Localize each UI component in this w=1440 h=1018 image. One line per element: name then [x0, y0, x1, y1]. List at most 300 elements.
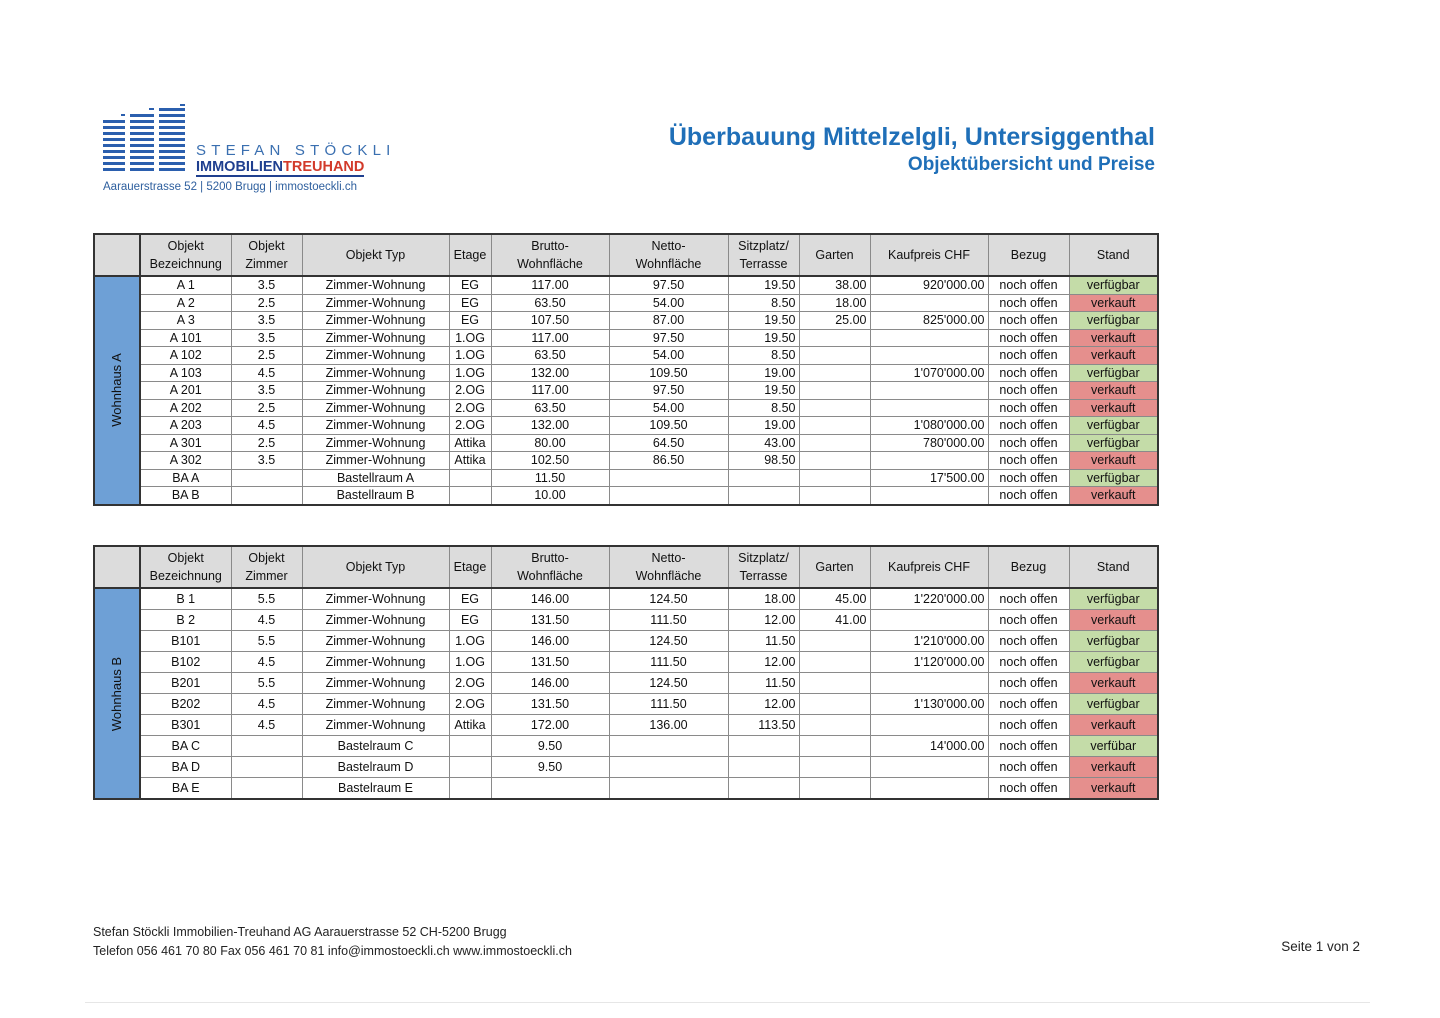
cell-zimmer: 4.5: [231, 715, 302, 736]
cell-typ: Zimmer-Wohnung: [302, 294, 449, 312]
header-sitzplatz: [728, 234, 799, 276]
cell-brutto: 131.50: [491, 610, 609, 631]
cell-kaufpreis: 14'000.00: [870, 736, 988, 757]
table-row: [94, 736, 1158, 757]
cell-bezeichnung: B102: [140, 652, 231, 673]
cell-garten: [799, 715, 870, 736]
cell-bezeichnung: B202: [140, 694, 231, 715]
cell-sitzplatz: 98.50: [728, 452, 799, 470]
cell-garten: [799, 652, 870, 673]
cell-typ: Zimmer-Wohnung: [302, 631, 449, 652]
cell-netto: 54.00: [609, 399, 728, 417]
header-bezug: Bezug: [988, 234, 1069, 276]
table-wohnhaus-a: [93, 233, 1159, 506]
cell-typ: Zimmer-Wohnung: [302, 312, 449, 330]
cell-stand: verfügbar: [1069, 417, 1158, 435]
table-row: [94, 469, 1158, 487]
cell-garten: [799, 329, 870, 347]
cell-typ: Zimmer-Wohnung: [302, 673, 449, 694]
cell-kaufpreis: 17'500.00: [870, 469, 988, 487]
cell-etage: Attika: [449, 434, 491, 452]
cell-netto: 124.50: [609, 588, 728, 610]
cell-garten: [799, 347, 870, 365]
cell-etage: 2.OG: [449, 399, 491, 417]
cell-bezeichnung: BA C: [140, 736, 231, 757]
cell-sitzplatz: 8.50: [728, 294, 799, 312]
cell-zimmer: [231, 757, 302, 778]
cell-netto: 111.50: [609, 610, 728, 631]
footer-address: Stefan Stöckli Immobilien-Treuhand AG Aarauerstrasse 52 CH-5200 Brugg: [93, 925, 507, 939]
table-row: [94, 364, 1158, 382]
cell-typ: Zimmer-Wohnung: [302, 588, 449, 610]
cell-bezug: noch offen: [988, 417, 1069, 435]
cell-netto: 97.50: [609, 276, 728, 294]
cell-stand: verkauft: [1069, 757, 1158, 778]
table-row: [94, 276, 1158, 294]
cell-zimmer: 3.5: [231, 382, 302, 400]
logo-firm-part1: IMMOBILIEN: [196, 159, 283, 175]
cell-bezug: noch offen: [988, 715, 1069, 736]
header-garten: Garten: [799, 234, 870, 276]
logo-address: Aarauerstrasse 52 | 5200 Brugg | immostoeckli.ch: [103, 181, 357, 193]
cell-netto: 54.00: [609, 294, 728, 312]
header-text: Wohnfläche: [635, 569, 702, 583]
logo-firm-part2: TREUHAND: [283, 159, 365, 175]
cell-typ: Zimmer-Wohnung: [302, 452, 449, 470]
cell-kaufpreis: 780'000.00: [870, 434, 988, 452]
cell-sitzplatz: 11.50: [728, 631, 799, 652]
cell-garten: [799, 452, 870, 470]
cell-bezeichnung: A 2: [140, 294, 231, 312]
cell-etage: [449, 778, 491, 800]
cell-typ: Zimmer-Wohnung: [302, 276, 449, 294]
cell-garten: [799, 694, 870, 715]
cell-zimmer: 5.5: [231, 588, 302, 610]
cell-bezeichnung: BA D: [140, 757, 231, 778]
cell-stand: verkauft: [1069, 715, 1158, 736]
cell-etage: [449, 757, 491, 778]
cell-bezeichnung: A 201: [140, 382, 231, 400]
cell-zimmer: [231, 487, 302, 505]
cell-stand: verfügbar: [1069, 588, 1158, 610]
cell-typ: Zimmer-Wohnung: [302, 434, 449, 452]
cell-sitzplatz: 19.50: [728, 382, 799, 400]
table-row: [94, 652, 1158, 673]
cell-stand: verfügbar: [1069, 276, 1158, 294]
cell-etage: EG: [449, 294, 491, 312]
cell-bezeichnung: A 302: [140, 452, 231, 470]
building-label: Wohnhaus A: [109, 353, 124, 427]
cell-brutto: 9.50: [491, 757, 609, 778]
header-text: Objekt: [248, 551, 285, 565]
cell-netto: 97.50: [609, 382, 728, 400]
cell-zimmer: 2.5: [231, 399, 302, 417]
cell-stand: verfügbar: [1069, 652, 1158, 673]
cell-netto: [609, 487, 728, 505]
cell-garten: 38.00: [799, 276, 870, 294]
cell-etage: 1.OG: [449, 652, 491, 673]
cell-kaufpreis: [870, 294, 988, 312]
header-text: Sitzplatz/: [738, 551, 789, 565]
cell-etage: 2.OG: [449, 673, 491, 694]
cell-kaufpreis: [870, 382, 988, 400]
table-row: [94, 417, 1158, 435]
cell-brutto: 146.00: [491, 588, 609, 610]
cell-stand: verfügbar: [1069, 469, 1158, 487]
building-label: Wohnhaus B: [109, 656, 124, 731]
cell-bezug: noch offen: [988, 434, 1069, 452]
header-etage: Etage: [449, 234, 491, 276]
table-row: [94, 434, 1158, 452]
document-title: Überbauung Mittelzelgli, Untersiggenthal: [668, 123, 1155, 151]
cell-netto: 111.50: [609, 694, 728, 715]
cell-sitzplatz: [728, 778, 799, 800]
table-body: [94, 276, 1158, 505]
cell-etage: Attika: [449, 715, 491, 736]
cell-stand: verfügbar: [1069, 631, 1158, 652]
cell-sitzplatz: 11.50: [728, 673, 799, 694]
table-row: [94, 778, 1158, 800]
cell-bezug: noch offen: [988, 694, 1069, 715]
cell-bezug: noch offen: [988, 312, 1069, 330]
cell-brutto: 63.50: [491, 399, 609, 417]
cell-sitzplatz: [728, 757, 799, 778]
cell-typ: Bastelraum E: [302, 778, 449, 800]
cell-stand: verkauft: [1069, 399, 1158, 417]
cell-netto: 64.50: [609, 434, 728, 452]
cell-bezeichnung: A 101: [140, 329, 231, 347]
cell-stand: verkauft: [1069, 329, 1158, 347]
header-netto: [609, 234, 728, 276]
header-zimmer: [231, 546, 302, 588]
header-text: Objekt: [248, 239, 285, 253]
document-subtitle: Objektübersicht und Preise: [907, 154, 1155, 175]
header-text: Sitzplatz/: [738, 239, 789, 253]
table-row: [94, 382, 1158, 400]
cell-brutto: 63.50: [491, 347, 609, 365]
header-text: Wohnfläche: [635, 257, 702, 271]
cell-etage: EG: [449, 276, 491, 294]
cell-typ: Zimmer-Wohnung: [302, 694, 449, 715]
cell-sitzplatz: 12.00: [728, 652, 799, 673]
cell-brutto: 172.00: [491, 715, 609, 736]
cell-sitzplatz: 19.50: [728, 312, 799, 330]
header-stand: Stand: [1069, 546, 1158, 588]
cell-kaufpreis: [870, 778, 988, 800]
cell-bezeichnung: A 202: [140, 399, 231, 417]
header-bezug: Bezug: [988, 546, 1069, 588]
table-row: [94, 610, 1158, 631]
cell-brutto: 146.00: [491, 673, 609, 694]
cell-zimmer: 4.5: [231, 652, 302, 673]
cell-bezug: noch offen: [988, 673, 1069, 694]
cell-stand: verfügbar: [1069, 434, 1158, 452]
header-text: Zimmer: [245, 569, 288, 583]
cell-garten: [799, 778, 870, 800]
cell-etage: [449, 469, 491, 487]
cell-garten: [799, 382, 870, 400]
cell-sitzplatz: 19.50: [728, 329, 799, 347]
header-kaufpreis: Kaufpreis CHF: [870, 546, 988, 588]
table-wohnhaus-b: [93, 545, 1159, 800]
header-text: Brutto-: [531, 239, 569, 253]
table-row: [94, 347, 1158, 365]
cell-etage: 2.OG: [449, 417, 491, 435]
cell-typ: Zimmer-Wohnung: [302, 364, 449, 382]
cell-sitzplatz: [728, 736, 799, 757]
cell-sitzplatz: [728, 469, 799, 487]
cell-bezeichnung: A 102: [140, 347, 231, 365]
table-row: [94, 452, 1158, 470]
cell-kaufpreis: [870, 673, 988, 694]
header-zimmer: [231, 234, 302, 276]
cell-netto: [609, 469, 728, 487]
cell-typ: Bastellraum A: [302, 469, 449, 487]
cell-garten: 45.00: [799, 588, 870, 610]
cell-bezeichnung: A 301: [140, 434, 231, 452]
cell-stand: verkauft: [1069, 673, 1158, 694]
header-brutto: [491, 546, 609, 588]
cell-etage: Attika: [449, 452, 491, 470]
header-text: Wohnfläche: [517, 569, 583, 583]
cell-zimmer: 3.5: [231, 276, 302, 294]
cell-netto: 86.50: [609, 452, 728, 470]
cell-bezeichnung: B201: [140, 673, 231, 694]
cell-bezug: noch offen: [988, 487, 1069, 505]
cell-etage: 1.OG: [449, 631, 491, 652]
cell-sitzplatz: 12.00: [728, 694, 799, 715]
cell-stand: verkauft: [1069, 382, 1158, 400]
header-text: Terrasse: [739, 569, 788, 583]
header-text: Terrasse: [739, 257, 788, 271]
cell-typ: Zimmer-Wohnung: [302, 417, 449, 435]
header-typ: Objekt Typ: [302, 234, 449, 276]
cell-netto: 54.00: [609, 347, 728, 365]
cell-bezug: noch offen: [988, 382, 1069, 400]
cell-garten: [799, 757, 870, 778]
cell-typ: Zimmer-Wohnung: [302, 382, 449, 400]
cell-kaufpreis: 1'080'000.00: [870, 417, 988, 435]
cell-netto: 124.50: [609, 673, 728, 694]
cell-bezeichnung: BA A: [140, 469, 231, 487]
header-bezeichnung: [140, 546, 231, 588]
cell-bezeichnung: BA B: [140, 487, 231, 505]
cell-bezug: noch offen: [988, 588, 1069, 610]
cell-brutto: 132.00: [491, 364, 609, 382]
cell-kaufpreis: [870, 487, 988, 505]
header-sitzplatz: [728, 546, 799, 588]
cell-etage: 1.OG: [449, 329, 491, 347]
cell-zimmer: 5.5: [231, 631, 302, 652]
header-text: Bezeichnung: [149, 569, 222, 583]
header-brutto: [491, 234, 609, 276]
cell-brutto: 9.50: [491, 736, 609, 757]
cell-stand: verkauft: [1069, 778, 1158, 800]
cell-etage: 1.OG: [449, 347, 491, 365]
cell-brutto: 107.50: [491, 312, 609, 330]
cell-stand: verfügbar: [1069, 312, 1158, 330]
cell-bezeichnung: BA E: [140, 778, 231, 800]
cell-brutto: 132.00: [491, 417, 609, 435]
cell-garten: [799, 399, 870, 417]
cell-kaufpreis: 825'000.00: [870, 312, 988, 330]
cell-zimmer: 4.5: [231, 364, 302, 382]
cell-bezeichnung: A 3: [140, 312, 231, 330]
cell-typ: Bastelraum C: [302, 736, 449, 757]
cell-stand: verkauft: [1069, 294, 1158, 312]
cell-zimmer: [231, 736, 302, 757]
cell-etage: 1.OG: [449, 364, 491, 382]
cell-brutto: 10.00: [491, 487, 609, 505]
cell-etage: EG: [449, 312, 491, 330]
cell-brutto: 63.50: [491, 294, 609, 312]
cell-garten: [799, 487, 870, 505]
header-text: Objekt: [167, 551, 204, 565]
cell-garten: 41.00: [799, 610, 870, 631]
cell-stand: verfügbar: [1069, 364, 1158, 382]
cell-sitzplatz: 19.00: [728, 417, 799, 435]
cell-sitzplatz: 19.00: [728, 364, 799, 382]
cell-typ: Zimmer-Wohnung: [302, 715, 449, 736]
cell-garten: [799, 673, 870, 694]
cell-garten: [799, 469, 870, 487]
cell-brutto: [491, 778, 609, 800]
cell-etage: 2.OG: [449, 694, 491, 715]
cell-kaufpreis: [870, 452, 988, 470]
cell-bezug: noch offen: [988, 469, 1069, 487]
cell-stand: verkauft: [1069, 487, 1158, 505]
header-bezeichnung: [140, 234, 231, 276]
building-label-cell: [94, 276, 140, 505]
cell-zimmer: 4.5: [231, 694, 302, 715]
page-number: Seite 1 von 2: [1281, 939, 1360, 954]
cell-kaufpreis: 1'210'000.00: [870, 631, 988, 652]
table-body: [94, 588, 1158, 799]
cell-typ: Zimmer-Wohnung: [302, 347, 449, 365]
cell-brutto: 117.00: [491, 382, 609, 400]
cell-brutto: 146.00: [491, 631, 609, 652]
cell-kaufpreis: 1'220'000.00: [870, 588, 988, 610]
cell-bezug: noch offen: [988, 757, 1069, 778]
table-row: [94, 757, 1158, 778]
logo-firm: [196, 159, 364, 177]
cell-brutto: 102.50: [491, 452, 609, 470]
cell-netto: 87.00: [609, 312, 728, 330]
cell-zimmer: 2.5: [231, 347, 302, 365]
cell-bezug: noch offen: [988, 329, 1069, 347]
cell-zimmer: 2.5: [231, 294, 302, 312]
cell-bezeichnung: B 2: [140, 610, 231, 631]
header-blank: [94, 234, 140, 276]
cell-stand: verkauft: [1069, 610, 1158, 631]
header-stand: Stand: [1069, 234, 1158, 276]
page-footer: [93, 923, 572, 961]
cell-netto: 97.50: [609, 329, 728, 347]
header-text: Zimmer: [245, 257, 288, 271]
table-row: [94, 399, 1158, 417]
cell-garten: [799, 417, 870, 435]
cell-netto: 136.00: [609, 715, 728, 736]
cell-kaufpreis: [870, 347, 988, 365]
cell-typ: Zimmer-Wohnung: [302, 399, 449, 417]
cell-netto: 124.50: [609, 631, 728, 652]
cell-sitzplatz: [728, 487, 799, 505]
cell-brutto: 131.50: [491, 694, 609, 715]
cell-bezug: noch offen: [988, 736, 1069, 757]
table-row: [94, 631, 1158, 652]
cell-etage: [449, 736, 491, 757]
cell-typ: Bastelraum D: [302, 757, 449, 778]
cell-garten: [799, 736, 870, 757]
cell-sitzplatz: 8.50: [728, 399, 799, 417]
cell-etage: EG: [449, 610, 491, 631]
cell-netto: [609, 778, 728, 800]
cell-etage: 2.OG: [449, 382, 491, 400]
header-text: Brutto-: [531, 551, 569, 565]
cell-bezug: noch offen: [988, 631, 1069, 652]
cell-typ: Zimmer-Wohnung: [302, 652, 449, 673]
cell-sitzplatz: 12.00: [728, 610, 799, 631]
cell-bezeichnung: A 1: [140, 276, 231, 294]
cell-sitzplatz: 43.00: [728, 434, 799, 452]
company-logo: [103, 104, 396, 199]
cell-brutto: 117.00: [491, 329, 609, 347]
cell-typ: Bastellraum B: [302, 487, 449, 505]
cell-bezug: noch offen: [988, 364, 1069, 382]
cell-zimmer: 4.5: [231, 610, 302, 631]
cell-netto: 109.50: [609, 417, 728, 435]
cell-bezeichnung: B 1: [140, 588, 231, 610]
cell-brutto: 80.00: [491, 434, 609, 452]
cell-netto: 111.50: [609, 652, 728, 673]
table-row: [94, 329, 1158, 347]
cell-kaufpreis: 1'130'000.00: [870, 694, 988, 715]
cell-zimmer: [231, 778, 302, 800]
header-etage: Etage: [449, 546, 491, 588]
cell-kaufpreis: 1'070'000.00: [870, 364, 988, 382]
header-netto: [609, 546, 728, 588]
cell-zimmer: [231, 469, 302, 487]
cell-stand: verkauft: [1069, 347, 1158, 365]
header-text: Objekt: [167, 239, 204, 253]
building-label-cell: [94, 588, 140, 799]
cell-bezug: noch offen: [988, 778, 1069, 800]
cell-kaufpreis: [870, 329, 988, 347]
building-bars-icon: [103, 104, 188, 176]
cell-bezug: noch offen: [988, 399, 1069, 417]
cell-bezeichnung: B301: [140, 715, 231, 736]
cell-kaufpreis: [870, 757, 988, 778]
cell-stand: verkauft: [1069, 452, 1158, 470]
cell-bezug: noch offen: [988, 294, 1069, 312]
cell-zimmer: 3.5: [231, 312, 302, 330]
cell-bezeichnung: A 103: [140, 364, 231, 382]
cell-bezug: noch offen: [988, 452, 1069, 470]
table-row: [94, 673, 1158, 694]
cell-etage: [449, 487, 491, 505]
cell-typ: Zimmer-Wohnung: [302, 329, 449, 347]
cell-garten: [799, 364, 870, 382]
header-kaufpreis: Kaufpreis CHF: [870, 234, 988, 276]
header-blank: [94, 546, 140, 588]
cell-typ: Zimmer-Wohnung: [302, 610, 449, 631]
cell-garten: 25.00: [799, 312, 870, 330]
cell-kaufpreis: [870, 610, 988, 631]
cell-sitzplatz: 113.50: [728, 715, 799, 736]
table-row: [94, 294, 1158, 312]
cell-zimmer: 2.5: [231, 434, 302, 452]
cell-sitzplatz: 19.50: [728, 276, 799, 294]
